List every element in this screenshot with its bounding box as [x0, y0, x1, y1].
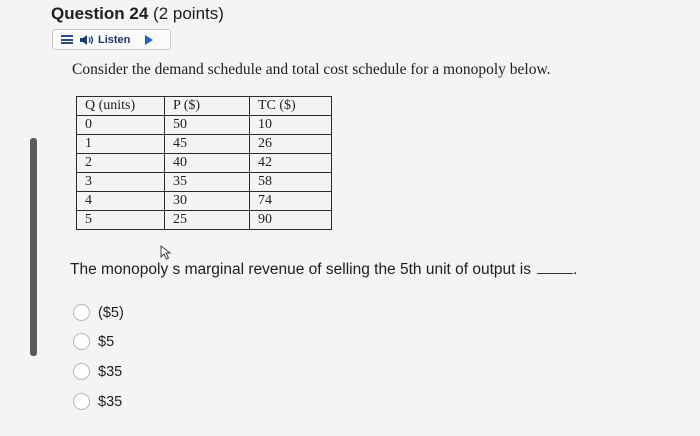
table-cell: 30 — [165, 192, 250, 211]
question-prompt — [70, 261, 577, 279]
table-cell: 58 — [250, 173, 332, 192]
play-icon[interactable] — [145, 35, 153, 45]
table-header: TC ($) — [250, 97, 332, 116]
answer-option[interactable] — [73, 333, 114, 350]
scroll-indicator-bar — [30, 138, 37, 356]
table-cell: 4 — [77, 192, 165, 211]
listen-toolbar[interactable] — [52, 29, 171, 50]
table-header: P ($) — [165, 97, 250, 116]
radio-button[interactable] — [73, 333, 90, 350]
table-cell: 42 — [250, 154, 332, 173]
listen-label[interactable]: Listen — [98, 33, 131, 46]
schedule-table — [76, 96, 332, 230]
question-prompt-text: The monopoly s marginal revenue of selling the 5th unit of output is — [70, 261, 531, 278]
table-row — [77, 135, 332, 154]
answer-blank — [537, 273, 573, 274]
table-cell: 5 — [77, 211, 165, 230]
answer-option-label[interactable]: $5 — [98, 333, 115, 350]
table-cell: 90 — [250, 211, 332, 230]
mouse-cursor-icon — [160, 245, 174, 261]
radio-button[interactable] — [73, 304, 90, 321]
table-row — [77, 192, 332, 211]
table-cell: 74 — [250, 192, 332, 211]
radio-button[interactable] — [73, 363, 90, 380]
menu-icon[interactable] — [61, 35, 73, 44]
question-prompt-end: . — [572, 261, 578, 278]
table-row — [77, 154, 332, 173]
speaker-icon[interactable] — [79, 33, 95, 47]
answer-option-label[interactable]: ($5) — [98, 304, 124, 321]
table-cell: 40 — [165, 154, 250, 173]
intro-text: Consider the demand schedule and total cost schedule for a monopoly below. — [72, 61, 551, 78]
table-cell: 1 — [77, 135, 165, 154]
table-cell: 26 — [250, 135, 332, 154]
answer-option[interactable] — [73, 363, 122, 380]
table-row — [77, 173, 332, 192]
table-cell: 25 — [165, 211, 250, 230]
answer-option[interactable] — [73, 304, 124, 321]
table-row — [77, 116, 332, 135]
table-row — [77, 211, 332, 230]
question-points: (2 points) — [153, 4, 224, 23]
table-header: Q (units) — [77, 97, 165, 116]
table-cell: 35 — [165, 173, 250, 192]
answer-option[interactable] — [73, 393, 122, 410]
question-title — [51, 4, 224, 24]
answer-option-label[interactable]: $35 — [98, 393, 123, 410]
radio-button[interactable] — [73, 393, 90, 410]
table-cell: 3 — [77, 173, 165, 192]
table-cell: 10 — [250, 116, 332, 135]
table-cell: 2 — [77, 154, 165, 173]
question-number: Question 24 — [51, 4, 149, 23]
table-header-row — [77, 97, 332, 116]
table-cell: 50 — [165, 116, 250, 135]
table-cell: 0 — [77, 116, 165, 135]
answer-option-label[interactable]: $35 — [98, 363, 123, 380]
table-cell: 45 — [165, 135, 250, 154]
